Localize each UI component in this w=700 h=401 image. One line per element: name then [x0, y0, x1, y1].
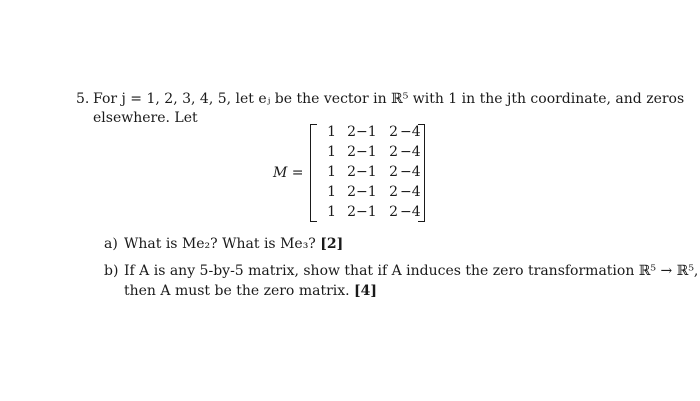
matrix-entry: 2 [347, 184, 356, 200]
matrix-entry: 2 [389, 124, 398, 140]
matrix-entry: 1 [327, 124, 336, 140]
matrix-row [316, 202, 420, 222]
matrix-entry: 1 [327, 204, 336, 220]
matrix-entry: −1 [356, 204, 377, 220]
matrix-entry: 2 [389, 144, 398, 160]
matrix-entry: −1 [356, 164, 377, 180]
part-b-line-1: If A is any 5-by-5 matrix, show that if A induces the zero transformation ℝ⁵ → ℝ⁵, [124, 263, 699, 279]
matrix-label: M = [273, 165, 304, 181]
problem-intro-line-2: elsewhere. Let [93, 110, 198, 126]
matrix-entry: −1 [356, 144, 377, 160]
matrix-entry: 2 [347, 204, 356, 220]
matrix-entry: −1 [356, 184, 377, 200]
matrix-entry: 2 [389, 164, 398, 180]
part-a-marks: [2] [320, 236, 344, 252]
matrix-row [316, 122, 420, 142]
matrix-entry: 2 [347, 144, 356, 160]
matrix-entry: 2 [389, 204, 398, 220]
matrix-row [316, 182, 420, 202]
matrix-entry: −4 [400, 164, 421, 180]
matrix-entry: 2 [389, 184, 398, 200]
part-b-line-2 [124, 282, 377, 300]
matrix-entry: −1 [356, 124, 377, 140]
matrix-entry: 1 [327, 164, 336, 180]
matrix-entry: 2 [347, 124, 356, 140]
matrix-row [316, 162, 420, 182]
matrix-entry: 1 [327, 144, 336, 160]
matrix-entry: −4 [400, 144, 421, 160]
matrix-entry: −4 [400, 184, 421, 200]
part-a-question: What is Me₂? What is Me₃? [124, 236, 316, 252]
part-b-conclusion: then A must be the zero matrix. [124, 283, 350, 299]
problem-intro-line-1: For j = 1, 2, 3, 4, 5, let eⱼ be the vector in ℝ⁵ with 1 in the jth coordinate, and zeros [93, 91, 685, 107]
matrix-row [316, 142, 420, 162]
matrix-entry: −4 [400, 124, 421, 140]
part-b-marks: [4] [354, 283, 378, 299]
part-a-text [124, 235, 343, 253]
matrix-entry: −4 [400, 204, 421, 220]
problem-number: 5. [76, 91, 90, 107]
matrix-entry: 2 [347, 164, 356, 180]
part-b-label: b) [104, 263, 119, 279]
matrix-right-bracket [418, 124, 425, 222]
matrix-entry: 1 [327, 184, 336, 200]
matrix-M [316, 122, 420, 222]
part-a-label: a) [104, 236, 118, 252]
